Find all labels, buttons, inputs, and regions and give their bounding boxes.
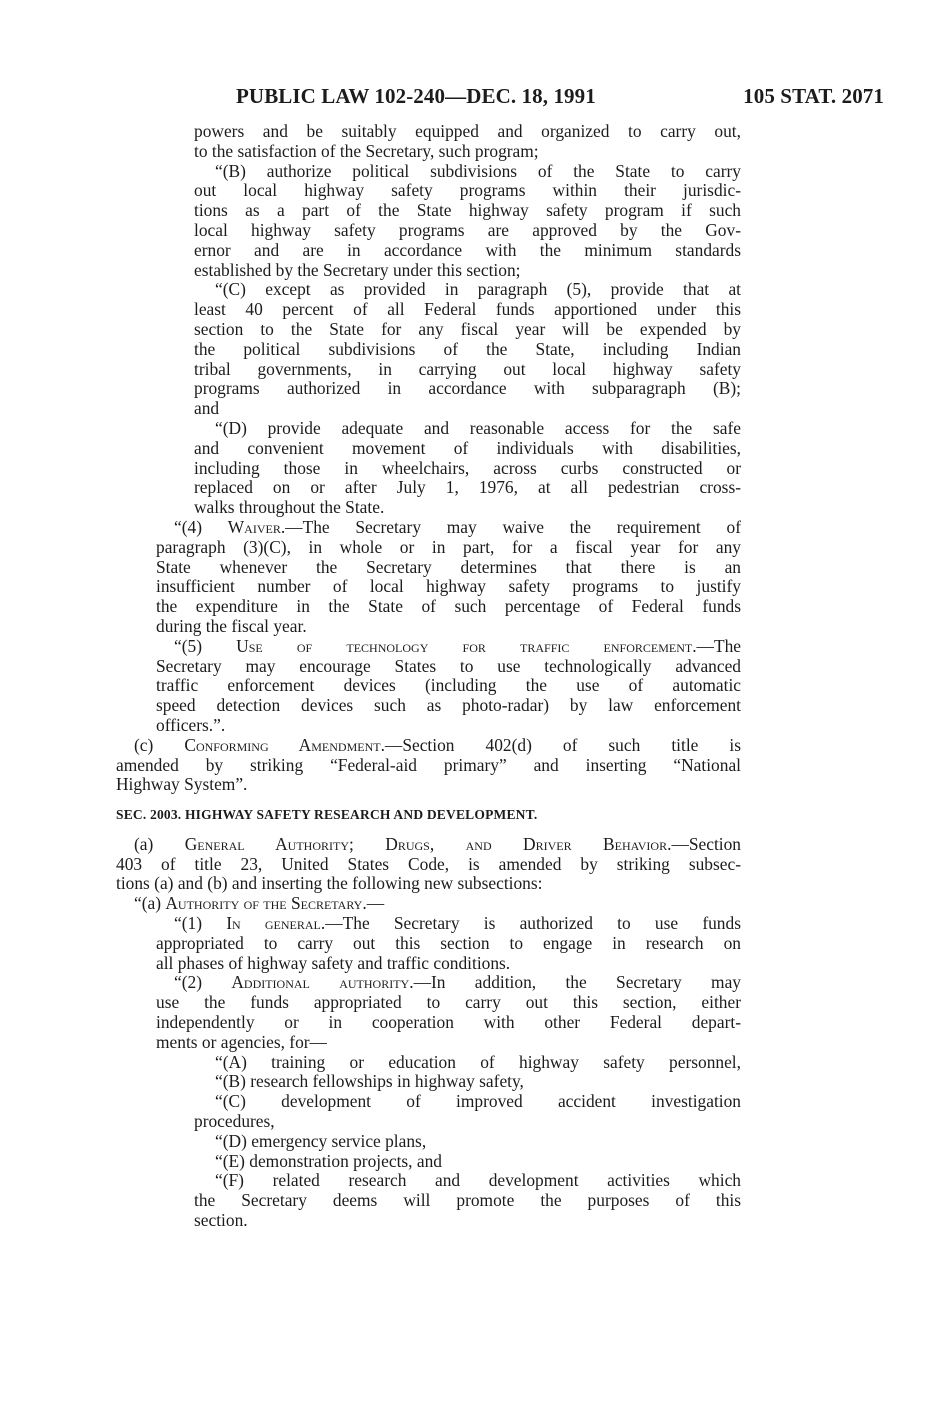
paragraph-heading: Authority of the Secretary bbox=[165, 894, 363, 914]
text-line bbox=[116, 736, 741, 756]
new-subsection-a bbox=[116, 894, 741, 914]
text-line: traffic enforcement devices (including the use of automatic bbox=[156, 676, 741, 696]
text-line: Highway System”. bbox=[116, 775, 248, 795]
text-line: 403 of title 23, United States Code, is amended by striking subsec- bbox=[116, 854, 741, 874]
text-line: insufficient number of local highway safety programs to justify bbox=[156, 577, 741, 597]
list-item: “(D) emergency service plans, bbox=[215, 1131, 427, 1151]
running-head: PUBLIC LAW 102-240—DEC. 18, 1991 bbox=[236, 84, 596, 108]
page-header bbox=[236, 84, 884, 114]
text-line: local highway safety programs are approved by the Gov- bbox=[194, 220, 741, 240]
paragraph-heading: In general bbox=[226, 914, 321, 934]
paragraph-heading: Conforming Amendment bbox=[184, 735, 381, 755]
text-line bbox=[156, 914, 741, 934]
section-heading: SEC. 2003. HIGHWAY SAFETY RESEARCH AND DEVELOPMENT. bbox=[116, 807, 538, 823]
text-line: out local highway safety programs within their jurisdic- bbox=[194, 181, 741, 201]
text-line: section to the State for any fiscal year will be expended by bbox=[194, 319, 741, 339]
text-line: “(C) except as provided in paragraph (5), provide that at bbox=[215, 280, 741, 300]
text-run: .—The Secretary is authorized to use funds bbox=[320, 914, 741, 934]
subsection-c-conforming-amendment bbox=[116, 736, 741, 795]
subparagraph-c bbox=[116, 280, 741, 419]
paragraph-heading: General Authority; Drugs, and Driver Behavior bbox=[184, 834, 668, 854]
text-line: least 40 percent of all Federal funds apportioned under this bbox=[194, 300, 741, 320]
authority-list bbox=[116, 1053, 741, 1231]
paragraph-heading: Waiver bbox=[227, 517, 281, 537]
paragraph-5-technology bbox=[116, 637, 741, 736]
text-line: officers.”. bbox=[156, 715, 226, 735]
text-line bbox=[156, 637, 741, 657]
text-line: amended by striking “Federal-aid primary” and inserting “National bbox=[116, 755, 741, 775]
paragraph-4-waiver bbox=[116, 518, 741, 637]
text-line: ments or agencies, for— bbox=[156, 1032, 327, 1052]
subsection-a-general-authority bbox=[116, 835, 741, 894]
new-paragraph-1 bbox=[116, 914, 741, 973]
text-run: .—The Secretary may waive the requirement of bbox=[280, 517, 741, 537]
text-line: established by the Secretary under this section; bbox=[194, 260, 521, 280]
text-line: and bbox=[194, 399, 220, 419]
text-line: the expenditure in the State of such percentage of Federal funds bbox=[156, 597, 741, 617]
text-line: all phases of highway safety and traffic conditions. bbox=[156, 953, 511, 973]
text-run: .—The bbox=[692, 636, 741, 656]
text-line: ernor and are in accordance with the minimum standards bbox=[194, 240, 741, 260]
paragraph-number: “(2) bbox=[174, 973, 232, 993]
text-line: including those in wheelchairs, across curbs constructed or bbox=[194, 458, 741, 478]
text-line: replaced on or after July 1, 1976, at all pedestrian cross- bbox=[194, 478, 741, 498]
text-line: the political subdivisions of the State, including Indian bbox=[194, 339, 741, 359]
text-line: State whenever the Secretary determines that there is an bbox=[156, 557, 741, 577]
text-line: walks throughout the State. bbox=[194, 498, 385, 518]
text-run: .—Section bbox=[667, 834, 741, 854]
text-line: speed detection devices such as photo-radar) by law enforcement bbox=[156, 696, 741, 716]
text-line: during the fiscal year. bbox=[156, 616, 307, 636]
text-line: tions as a part of the State highway safety program if such bbox=[194, 201, 741, 221]
text-run: .—Section 402(d) of such title is bbox=[380, 735, 741, 755]
list-item-continuation: the Secretary deems will promote the purposes of this bbox=[194, 1191, 741, 1211]
text-line: programs authorized in accordance with subparagraph (B); bbox=[194, 379, 741, 399]
text-line: Secretary may encourage States to use technologically advanced bbox=[156, 656, 741, 676]
text-line: powers and be suitably equipped and organized to carry out, bbox=[194, 122, 741, 141]
text-line: paragraph (3)(C), in whole or in part, for a fiscal year for any bbox=[156, 537, 741, 557]
statute-citation: 105 STAT. 2071 bbox=[743, 84, 884, 108]
subparagraph-b bbox=[116, 162, 741, 281]
text-line: tions (a) and (b) and inserting the following new subsections: bbox=[116, 874, 543, 894]
list-item: “(B) research fellowships in highway safety, bbox=[215, 1072, 524, 1092]
text-line bbox=[116, 835, 741, 855]
list-item: “(E) demonstration projects, and bbox=[215, 1151, 442, 1171]
list-item: “(C) development of improved accident investigation bbox=[215, 1092, 741, 1112]
paragraph-number: “(1) bbox=[174, 914, 227, 934]
text-run: .— bbox=[362, 894, 385, 914]
list-item-continuation: section. bbox=[194, 1211, 248, 1231]
text-line: tribal governments, in carrying out local highway safety bbox=[194, 359, 741, 379]
text-run: .—In addition, the Secretary may bbox=[409, 973, 741, 993]
text-line bbox=[116, 894, 741, 914]
paragraph-number: (a) bbox=[134, 834, 185, 854]
text-line: to the satisfaction of the Secretary, such program; bbox=[194, 141, 539, 161]
text-line: and convenient movement of individuals with disabilities, bbox=[194, 438, 741, 458]
paragraph-number: (c) bbox=[134, 735, 185, 755]
text-line: use the funds appropriated to carry out this section, either bbox=[156, 993, 741, 1013]
paragraph-number: “(a) bbox=[134, 894, 166, 914]
paragraph-3a-continuation bbox=[116, 122, 741, 162]
new-paragraph-2 bbox=[116, 973, 741, 1052]
text-line: appropriated to carry out this section to engage in research on bbox=[156, 933, 741, 953]
list-item: “(F) related research and development activities which bbox=[215, 1171, 741, 1191]
paragraph-number: “(4) bbox=[174, 517, 228, 537]
body-text bbox=[116, 122, 741, 1231]
list-item: “(A) training or education of highway safety personnel, bbox=[215, 1052, 741, 1072]
list-item-continuation: procedures, bbox=[194, 1112, 275, 1132]
text-line bbox=[156, 973, 741, 993]
paragraph-number: “(5) bbox=[174, 636, 237, 656]
text-line: “(D) provide adequate and reasonable access for the safe bbox=[215, 418, 741, 438]
paragraph-heading: Additional authority bbox=[231, 973, 410, 993]
paragraph-heading: Use of technology for traffic enforcement bbox=[236, 636, 693, 656]
text-line bbox=[156, 518, 741, 538]
subparagraph-d bbox=[116, 419, 741, 518]
text-line: independently or in cooperation with other Federal depart- bbox=[156, 1013, 741, 1033]
text-line: “(B) authorize political subdivisions of the State to carry bbox=[215, 161, 741, 181]
